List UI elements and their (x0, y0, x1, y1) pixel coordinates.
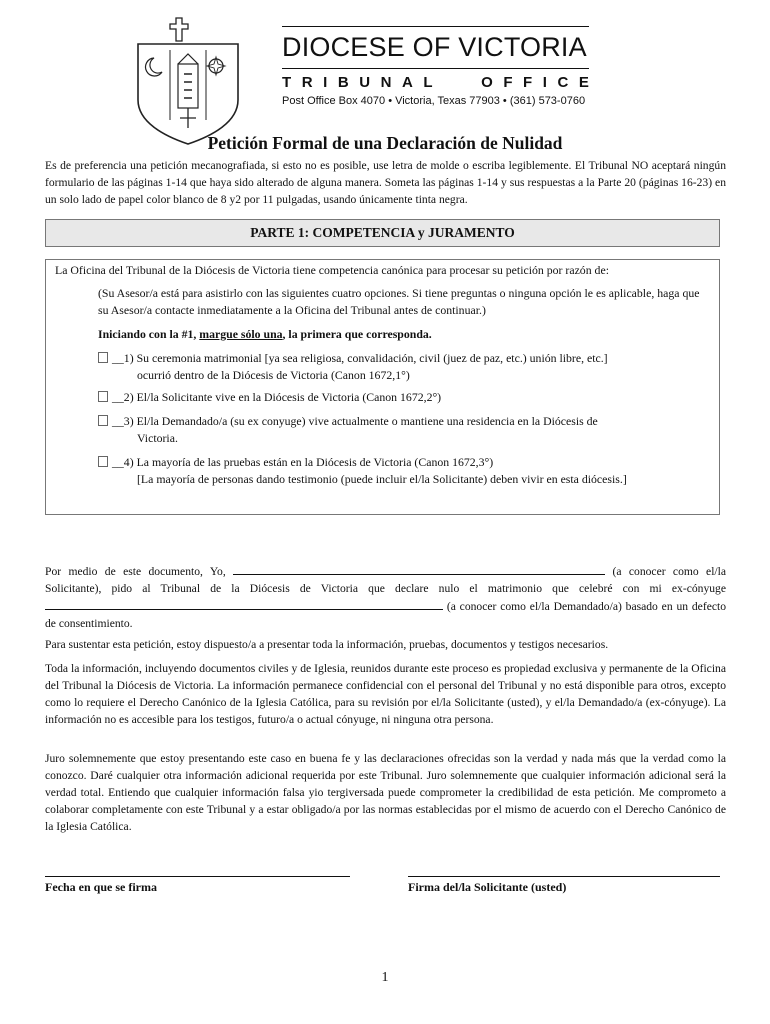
support-paragraph: Para sustentar esta petición, estoy dispuesto/a a presentar toda la información, pruebas, documentos y testigos necesarios. (45, 638, 609, 651)
competence-lead: La Oficina del Tribunal de la Diócesis de Victoria tiene competencia canónica para procesar su petición por razón de: (55, 263, 609, 277)
office-address: Post Office Box 4070 • Victoria, Texas 77903 • (361) 573-0760 (282, 95, 586, 107)
office-letter: B (337, 74, 349, 91)
office-letter: T (282, 74, 292, 91)
office-letter: F (503, 74, 513, 91)
office-letter: I (323, 74, 328, 91)
office-letter: O (481, 74, 493, 91)
advisor-note: (Su Asesor/a está para asistirlo con las siguientes cuatro opciones. Si tiene preguntas o ninguna opción le es aplicable, haga que su Asesor/a contacte inmediatamente a la Oficina del Tribunal antes de continuar.) (98, 286, 700, 317)
petitioner-signature-label: Firma del/la Solicitante (usted) (408, 880, 567, 894)
option-2[interactable] (98, 389, 708, 406)
declaration-part-c: (a conocer como el/la Demandado/a) basado en un defecto de consentimiento. (45, 600, 726, 630)
office-letter: C (557, 74, 569, 91)
diocese-name: DIOCESE OF VICTORIA (282, 32, 587, 62)
tribunal-office-heading (282, 74, 589, 91)
date-signature-label: Fecha en que se firma (45, 880, 157, 894)
option-4-text: __4) La mayoría de las pruebas están en la Diócesis de Victoria (Canon 1672,3°) (112, 455, 494, 469)
office-letter: R (301, 74, 313, 91)
respondent-name-field[interactable] (45, 597, 443, 610)
office-letter: L (423, 74, 433, 91)
page-number: 1 (381, 970, 389, 985)
option-4-continuation: [La mayoría de personas dando testimonio (puede incluir el/la Solicitante) deben vivir en esta diócesis.] (137, 472, 627, 486)
declaration-part-b: (a conocer como el/la Solicitante), pido al Tribunal de la Diócesis de Victoria que declare nulo el matrimonio que celebré con mi ex-cónyuge (45, 565, 727, 595)
option-3-continuation: Victoria. (137, 431, 178, 445)
option-3[interactable] (98, 413, 708, 447)
office-letter: E (578, 74, 589, 91)
office-letter: U (359, 74, 371, 91)
instruction-underlined: margue sólo una (199, 327, 283, 341)
diocese-seal-logo (132, 14, 244, 146)
declaration-paragraph (45, 562, 726, 632)
option-1[interactable] (98, 350, 708, 384)
option-4[interactable] (98, 454, 708, 488)
instruction-start: Iniciando con la #1, (98, 327, 200, 341)
part1-heading: PARTE 1: COMPETENCIA y JURAMENTO (45, 219, 720, 247)
option-1-continuation: ocurrió dentro de la Diócesis de Victoria (Canon 1672,1°) (137, 368, 410, 382)
petitioner-signature-line[interactable] (408, 876, 720, 877)
office-letter: I (542, 74, 547, 91)
oath-paragraph: Juro solemnemente que estoy presentando este caso en buena fe y las declaraciones ofrecidas son la verdad y nada más que la verdad como la conozco. Daré cualquier otra información adicional requerida por este Tribunal. Juro solemnemente que cualquier información adicional será la verdad total. Entiendo que cualquier información falsa yio tergiversada puede comprometer la credibilidad de esta petición. Me comprometo a colaborar completamente con este Tribunal y a estar obligado/a por las normas establecidas por el mismo de acuerdo con el Derecho Canónico de la Iglesia Católica. (45, 752, 726, 833)
office-letter: F (523, 74, 533, 91)
office-letter: A (402, 74, 413, 91)
option-2-text: __2) El/la Solicitante vive en la Diócesis de Victoria (Canon 1672,2°) (112, 390, 442, 404)
selection-instruction (98, 326, 708, 343)
option-2-checkbox[interactable] (98, 391, 108, 402)
header-rule-top (282, 26, 589, 27)
instruction-end: , la primera que corresponda. (282, 327, 432, 341)
header-rule-middle (282, 68, 589, 69)
confidentiality-paragraph: Toda la información, incluyendo documentos civiles y de Iglesia, reunidos durante este proceso es propiedad exclusiva y permanente de la Oficina del Tribunal la Diócesis de Victoria. La información permanece confidencial con el personal del Tribunal y no está disponible para otros, excepto como lo requiere el Derecho Canónico de la Iglesia Católica, para su revisión por el/la Solicitante (usted), y el/la Demandado/a (ex-cónyuge). La información no es accesible para los testigos, futuro/a o actual cónyuge, ni ninguna otra persona. (45, 662, 726, 726)
date-signature-line[interactable] (45, 876, 350, 877)
intro-paragraph: Es de preferencia una petición mecanografiada, si esto no es posible, use letra de molde o escriba legiblemente. El Tribunal NO aceptará ningún formulario de las páginas 1-14 que haya sido alterado de alguna manera. Someta las páginas 1-14 y sus respuestas a la Parte 20 (páginas 16-23) en un solo lado de papel color blanco de 8 y2 por 11 pulgadas, usando únicamente tinta negra. (45, 159, 726, 206)
option-1-text: __1) Su ceremonia matrimonial [ya sea religiosa, convalidación, civil (juez de paz, etc.) unión libre, etc.] (112, 351, 608, 365)
option-4-checkbox[interactable] (98, 456, 108, 467)
option-3-text: __3) El/la Demandado/a (su ex conyuge) vive actualmente o mantiene una residencia en la Diócesis de (112, 414, 598, 428)
competence-box (45, 259, 720, 515)
option-3-checkbox[interactable] (98, 415, 108, 426)
office-letter: N (380, 74, 392, 91)
document-title: Petición Formal de una Declaración de Nulidad (207, 133, 563, 153)
petitioner-name-field[interactable] (233, 562, 605, 575)
declaration-part-a: Por medio de este documento, Yo, (45, 565, 226, 578)
option-1-checkbox[interactable] (98, 352, 108, 363)
